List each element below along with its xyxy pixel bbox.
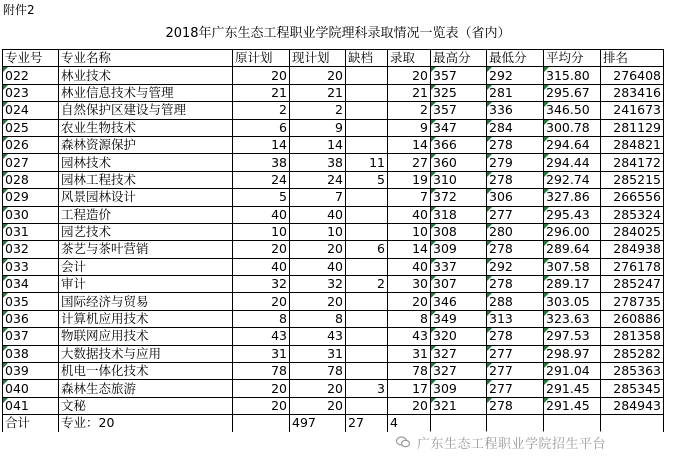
cell-missing: 2 [346, 276, 388, 293]
cell-highest: 310 [431, 171, 487, 188]
cell-admitted: 43 [388, 328, 431, 345]
cell-admitted: 30 [388, 276, 431, 293]
cell-admitted: 17 [388, 380, 431, 397]
cell-code: 037 [3, 328, 59, 345]
cell-name: 会计 [59, 258, 233, 275]
cell-lowest: 277 [487, 206, 544, 223]
cell-average: 346.50 [544, 102, 601, 119]
cell-name: 计算机应用技术 [59, 310, 233, 327]
cell-average: 296.00 [544, 223, 601, 240]
cell-average: 303.05 [544, 293, 601, 310]
cell-code: 024 [3, 102, 59, 119]
cell-admitted: 20 [388, 67, 431, 84]
footer-admitted: 4 [388, 415, 431, 432]
footer-current-plan: 497 [290, 415, 346, 432]
table-row [3, 206, 664, 223]
cell-highest: 325 [431, 84, 487, 101]
table-row [3, 84, 664, 101]
cell-name: 林业技术 [59, 67, 233, 84]
cell-highest: 337 [431, 258, 487, 275]
cell-admitted: 10 [388, 223, 431, 240]
table-row [3, 171, 664, 188]
table-row [3, 328, 664, 345]
cell-current-plan: 38 [290, 154, 346, 171]
cell-missing: 3 [346, 380, 388, 397]
header-admitted: 录取 [388, 50, 431, 67]
cell-lowest: 336 [487, 102, 544, 119]
cell-lowest: 279 [487, 154, 544, 171]
cell-lowest: 278 [487, 136, 544, 153]
cell-average: 298.97 [544, 345, 601, 362]
cell-missing [346, 189, 388, 206]
cell-lowest: 284 [487, 119, 544, 136]
cell-admitted: 27 [388, 154, 431, 171]
cell-average: 295.43 [544, 206, 601, 223]
cell-lowest: 278 [487, 171, 544, 188]
cell-highest: 366 [431, 136, 487, 153]
table-row [3, 397, 664, 414]
cell-rank: 285215 [601, 171, 664, 188]
cell-missing [346, 363, 388, 380]
cell-original-plan: 2 [233, 102, 290, 119]
cell-missing [346, 136, 388, 153]
cell-current-plan: 20 [290, 241, 346, 258]
cell-average: 307.58 [544, 258, 601, 275]
cell-rank: 285282 [601, 345, 664, 362]
header-lowest: 最低分 [487, 50, 544, 67]
cell-rank: 260886 [601, 310, 664, 327]
cell-highest: 327 [431, 345, 487, 362]
cell-missing [346, 84, 388, 101]
cell-current-plan: 40 [290, 258, 346, 275]
cell-current-plan: 9 [290, 119, 346, 136]
cell-rank: 241673 [601, 102, 664, 119]
cell-rank: 276178 [601, 258, 664, 275]
cell-current-plan: 43 [290, 328, 346, 345]
cell-admitted: 14 [388, 136, 431, 153]
table-row [3, 136, 664, 153]
header-row [3, 50, 664, 67]
cell-admitted: 31 [388, 345, 431, 362]
cell-original-plan: 20 [233, 241, 290, 258]
footer-empty [431, 415, 487, 432]
cell-original-plan: 20 [233, 67, 290, 84]
table-row [3, 119, 664, 136]
cell-code: 022 [3, 67, 59, 84]
cell-rank: 283416 [601, 84, 664, 101]
cell-lowest: 277 [487, 363, 544, 380]
watermark-text: 广东生态工程职业学院招生平台 [417, 436, 607, 452]
cell-current-plan: 8 [290, 310, 346, 327]
cell-average: 292.74 [544, 171, 601, 188]
cell-current-plan: 14 [290, 136, 346, 153]
cell-highest: 357 [431, 102, 487, 119]
cell-missing [346, 345, 388, 362]
cell-rank: 285247 [601, 276, 664, 293]
cell-name: 林业信息技术与管理 [59, 84, 233, 101]
cell-admitted: 40 [388, 206, 431, 223]
cell-original-plan: 32 [233, 276, 290, 293]
cell-rank: 285363 [601, 363, 664, 380]
table-row [3, 189, 664, 206]
table-row [3, 363, 664, 380]
cell-original-plan: 5 [233, 189, 290, 206]
cell-name: 农业生物技术 [59, 119, 233, 136]
cell-missing [346, 328, 388, 345]
cell-code: 031 [3, 223, 59, 240]
cell-missing [346, 67, 388, 84]
cell-highest: 349 [431, 310, 487, 327]
cell-name: 园林工程技术 [59, 171, 233, 188]
cell-current-plan: 78 [290, 363, 346, 380]
cell-highest: 327 [431, 363, 487, 380]
table-row [3, 276, 664, 293]
admission-table [2, 49, 664, 432]
cell-lowest: 277 [487, 345, 544, 362]
cell-code: 036 [3, 310, 59, 327]
cell-lowest: 278 [487, 397, 544, 414]
cell-name: 风景园林设计 [59, 189, 233, 206]
header-code: 专业号 [3, 50, 59, 67]
cell-original-plan: 20 [233, 380, 290, 397]
cell-original-plan: 20 [233, 293, 290, 310]
cell-highest: 308 [431, 223, 487, 240]
cell-lowest: 280 [487, 223, 544, 240]
cell-admitted: 20 [388, 293, 431, 310]
cell-name: 森林资源保护 [59, 136, 233, 153]
cell-highest: 320 [431, 328, 487, 345]
table-row [3, 154, 664, 171]
cell-rank: 285324 [601, 206, 664, 223]
cell-name: 大数据技术与应用 [59, 345, 233, 362]
header-rank: 排名 [601, 50, 664, 67]
table-row [3, 241, 664, 258]
cell-original-plan: 40 [233, 206, 290, 223]
cell-average: 291.45 [544, 380, 601, 397]
cell-admitted: 20 [388, 397, 431, 414]
cell-admitted: 40 [388, 258, 431, 275]
cell-code: 027 [3, 154, 59, 171]
cell-missing [346, 206, 388, 223]
cell-admitted: 2 [388, 102, 431, 119]
cell-lowest: 292 [487, 258, 544, 275]
table-row [3, 380, 664, 397]
footer-missing: 27 [346, 415, 388, 432]
cell-highest: 309 [431, 241, 487, 258]
cell-code: 029 [3, 189, 59, 206]
cell-current-plan: 20 [290, 380, 346, 397]
cell-highest: 307 [431, 276, 487, 293]
cell-lowest: 288 [487, 293, 544, 310]
header-average: 平均分 [544, 50, 601, 67]
cell-missing [346, 397, 388, 414]
cell-name: 茶艺与茶叶营销 [59, 241, 233, 258]
cell-lowest: 278 [487, 328, 544, 345]
header-missing: 缺档 [346, 50, 388, 67]
cell-average: 294.64 [544, 136, 601, 153]
cell-missing [346, 258, 388, 275]
cell-code: 038 [3, 345, 59, 362]
cell-missing: 6 [346, 241, 388, 258]
cell-name: 森林生态旅游 [59, 380, 233, 397]
cell-lowest: 281 [487, 84, 544, 101]
cell-original-plan: 21 [233, 84, 290, 101]
header-current-plan: 现计划 [290, 50, 346, 67]
cell-rank: 266556 [601, 189, 664, 206]
cell-current-plan: 21 [290, 84, 346, 101]
cell-admitted: 7 [388, 189, 431, 206]
cell-average: 291.45 [544, 397, 601, 414]
table-title: 2018年广东生态工程职业学院理科录取情况一览表（省内） [165, 26, 511, 41]
table-row [3, 258, 664, 275]
cell-code: 035 [3, 293, 59, 310]
cell-average: 294.44 [544, 154, 601, 171]
cell-name: 物联网应用技术 [59, 328, 233, 345]
cell-rank: 278735 [601, 293, 664, 310]
table-row [3, 293, 664, 310]
watermark [392, 431, 609, 453]
cell-highest: 318 [431, 206, 487, 223]
table-row [3, 310, 664, 327]
cell-code: 032 [3, 241, 59, 258]
cell-lowest: 313 [487, 310, 544, 327]
cell-code: 040 [3, 380, 59, 397]
footer-label: 合计 [3, 415, 59, 432]
cell-missing: 5 [346, 171, 388, 188]
cell-current-plan: 32 [290, 276, 346, 293]
header-highest: 最高分 [431, 50, 487, 67]
cell-lowest: 278 [487, 241, 544, 258]
cell-original-plan: 10 [233, 223, 290, 240]
cell-name: 园艺技术 [59, 223, 233, 240]
cell-highest: 360 [431, 154, 487, 171]
footer-empty [601, 415, 664, 432]
cell-admitted: 9 [388, 119, 431, 136]
cell-code: 039 [3, 363, 59, 380]
cell-current-plan: 40 [290, 206, 346, 223]
cell-name: 工程造价 [59, 206, 233, 223]
cell-original-plan: 24 [233, 171, 290, 188]
cell-rank: 285345 [601, 380, 664, 397]
wechat-logo-icon [395, 434, 411, 450]
cell-code: 030 [3, 206, 59, 223]
cell-original-plan: 43 [233, 328, 290, 345]
cell-average: 297.53 [544, 328, 601, 345]
cell-average: 289.64 [544, 241, 601, 258]
header-name: 专业名称 [59, 50, 233, 67]
cell-lowest: 277 [487, 380, 544, 397]
cell-current-plan: 2 [290, 102, 346, 119]
cell-current-plan: 7 [290, 189, 346, 206]
table-body [3, 50, 664, 432]
cell-current-plan: 24 [290, 171, 346, 188]
header-original-plan: 原计划 [233, 50, 290, 67]
cell-admitted: 78 [388, 363, 431, 380]
cell-name: 园林技术 [59, 154, 233, 171]
cell-average: 315.80 [544, 67, 601, 84]
cell-highest: 372 [431, 189, 487, 206]
cell-code: 025 [3, 119, 59, 136]
cell-admitted: 21 [388, 84, 431, 101]
cell-rank: 284938 [601, 241, 664, 258]
table-row [3, 67, 664, 84]
cell-rank: 284025 [601, 223, 664, 240]
cell-name: 机电一体化技术 [59, 363, 233, 380]
table-row [3, 102, 664, 119]
cell-highest: 346 [431, 293, 487, 310]
cell-admitted: 8 [388, 310, 431, 327]
cell-original-plan: 14 [233, 136, 290, 153]
cell-lowest: 278 [487, 276, 544, 293]
cell-rank: 284172 [601, 154, 664, 171]
cell-code: 028 [3, 171, 59, 188]
cell-missing [346, 119, 388, 136]
cell-original-plan: 78 [233, 363, 290, 380]
cell-original-plan: 31 [233, 345, 290, 362]
cell-average: 289.17 [544, 276, 601, 293]
cell-missing [346, 310, 388, 327]
cell-current-plan: 20 [290, 397, 346, 414]
cell-name: 审计 [59, 276, 233, 293]
cell-average: 300.78 [544, 119, 601, 136]
cell-rank: 281129 [601, 119, 664, 136]
cell-current-plan: 31 [290, 345, 346, 362]
footer-empty [487, 415, 544, 432]
cell-name: 文秘 [59, 397, 233, 414]
cell-highest: 321 [431, 397, 487, 414]
cell-missing [346, 102, 388, 119]
attachment-label: 附件2 [3, 3, 35, 17]
cell-code: 041 [3, 397, 59, 414]
cell-admitted: 14 [388, 241, 431, 258]
cell-average: 295.67 [544, 84, 601, 101]
cell-highest: 347 [431, 119, 487, 136]
cell-name: 自然保护区建设与管理 [59, 102, 233, 119]
cell-highest: 309 [431, 380, 487, 397]
table-row [3, 223, 664, 240]
cell-current-plan: 20 [290, 67, 346, 84]
cell-average: 291.04 [544, 363, 601, 380]
cell-code: 026 [3, 136, 59, 153]
cell-highest: 357 [431, 67, 487, 84]
cell-original-plan: 38 [233, 154, 290, 171]
cell-original-plan: 8 [233, 310, 290, 327]
cell-missing [346, 293, 388, 310]
cell-average: 327.86 [544, 189, 601, 206]
cell-average: 323.63 [544, 310, 601, 327]
cell-original-plan: 20 [233, 397, 290, 414]
cell-rank: 284821 [601, 136, 664, 153]
footer-empty [544, 415, 601, 432]
cell-name: 国际经济与贸易 [59, 293, 233, 310]
cell-rank: 276408 [601, 67, 664, 84]
footer-empty [233, 415, 290, 432]
cell-original-plan: 40 [233, 258, 290, 275]
cell-rank: 284943 [601, 397, 664, 414]
cell-lowest: 292 [487, 67, 544, 84]
table-row [3, 345, 664, 362]
cell-current-plan: 20 [290, 293, 346, 310]
footer-majors: 专业：20 [59, 415, 233, 432]
cell-rank: 281358 [601, 328, 664, 345]
cell-missing [346, 223, 388, 240]
cell-code: 033 [3, 258, 59, 275]
cell-original-plan: 6 [233, 119, 290, 136]
cell-current-plan: 10 [290, 223, 346, 240]
footer-row [3, 415, 664, 432]
cell-missing: 11 [346, 154, 388, 171]
cell-lowest: 306 [487, 189, 544, 206]
cell-admitted: 19 [388, 171, 431, 188]
cell-code: 034 [3, 276, 59, 293]
cell-code: 023 [3, 84, 59, 101]
